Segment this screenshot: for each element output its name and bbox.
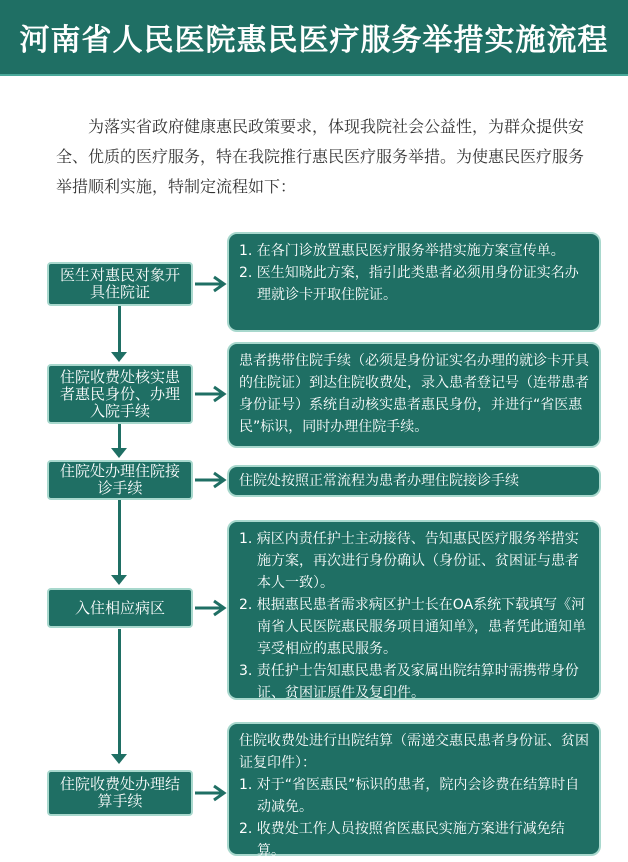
step-4-detail	[227, 520, 601, 700]
step-4-detail-item: 1. 病区内责任护士主动接待、告知惠民医疗服务举措实施方案，再次进行身份确认（身份证、贫困证与患者本人一致）。	[239, 531, 579, 591]
step-5-label: 住院收费处办理结算手续	[59, 775, 180, 810]
title-banner	[0, 0, 628, 74]
step-2-detail	[227, 342, 601, 448]
step-1-node	[47, 262, 193, 306]
step-5-detail-item: 2. 收费处工作人员按照省医惠民实施方案进行减免结算。	[239, 821, 565, 859]
step-4-detail-item: 2. 根据惠民患者需求病区护士长在OA系统下载填写《河南省人民医院惠民服务项目通知单》，患者凭此通知单享受相应的惠民服务。	[239, 597, 586, 657]
step-5-node	[47, 770, 193, 816]
step-5-detail-text: 住院收费处进行出院结算（需递交惠民患者身份证、贫困证复印件）：	[239, 733, 589, 771]
step-3-detail	[227, 465, 601, 497]
step-1-label: 医生对惠民对象开具住院证	[59, 266, 180, 301]
flow-line-4	[118, 629, 121, 756]
flow-line-1	[118, 306, 121, 354]
step-2-label: 住院收费处核实患者惠民身份、办理入院手续	[59, 367, 180, 420]
flow-arrowhead-2	[111, 448, 127, 458]
step-4-label: 入住相应病区	[74, 598, 165, 617]
step-3-detail-text: 住院处按照正常流程为患者办理住院接诊手续	[239, 473, 519, 489]
step-2-arrow-icon	[193, 384, 227, 404]
flow-arrowhead-3	[111, 575, 127, 585]
step-1-detail-item: 2. 医生知晓此方案，指引此类患者必须用身份证实名办理就诊卡开取住院证。	[239, 265, 579, 303]
step-1-arrow-icon	[193, 274, 227, 294]
step-5-detail	[227, 722, 601, 859]
intro-paragraph	[56, 112, 596, 202]
flow-arrowhead-1	[111, 352, 127, 362]
banner-underline	[0, 74, 628, 76]
step-1-detail-item: 1. 在各门诊放置惠民医疗服务举措实施方案宣传单。	[239, 243, 565, 259]
step-3-arrow-icon	[193, 470, 227, 490]
step-3-label: 住院处办理住院接诊手续	[59, 462, 180, 497]
step-1-detail	[227, 232, 601, 332]
step-4-detail-item: 3. 责任护士告知惠民患者及家属出院结算时需携带身份证、贫困证原件及复印件。	[239, 663, 579, 701]
step-5-detail-item: 1. 对于“省医惠民”标识的患者，院内会诊费在结算时自动减免。	[239, 777, 580, 815]
step-2-detail-text: 患者携带住院手续（必须是身份证实名办理的就诊卡开具的住院证）到达住院收费处，录入患者登记号（连带患者身份证号）系统自动核实患者惠民身份，并进行“省医惠民”标识，同时办理住院手续。	[239, 353, 589, 435]
page-title: 河南省人民医院惠民医疗服务举措实施流程	[19, 23, 609, 58]
step-2-node	[47, 364, 193, 424]
step-4-arrow-icon	[193, 598, 227, 618]
flow-line-3	[118, 500, 121, 577]
intro-text: 为落实省政府健康惠民政策要求，体现我院社会公益性，为群众提供安全、优质的医疗服务，特在我院推行惠民医疗服务举措。为使惠民医疗服务举措顺利实施，特制定流程如下：	[56, 117, 585, 196]
flow-arrowhead-4	[111, 754, 127, 764]
step-4-node	[47, 588, 193, 628]
step-5-arrow-icon	[193, 783, 227, 803]
step-3-node	[47, 460, 193, 500]
